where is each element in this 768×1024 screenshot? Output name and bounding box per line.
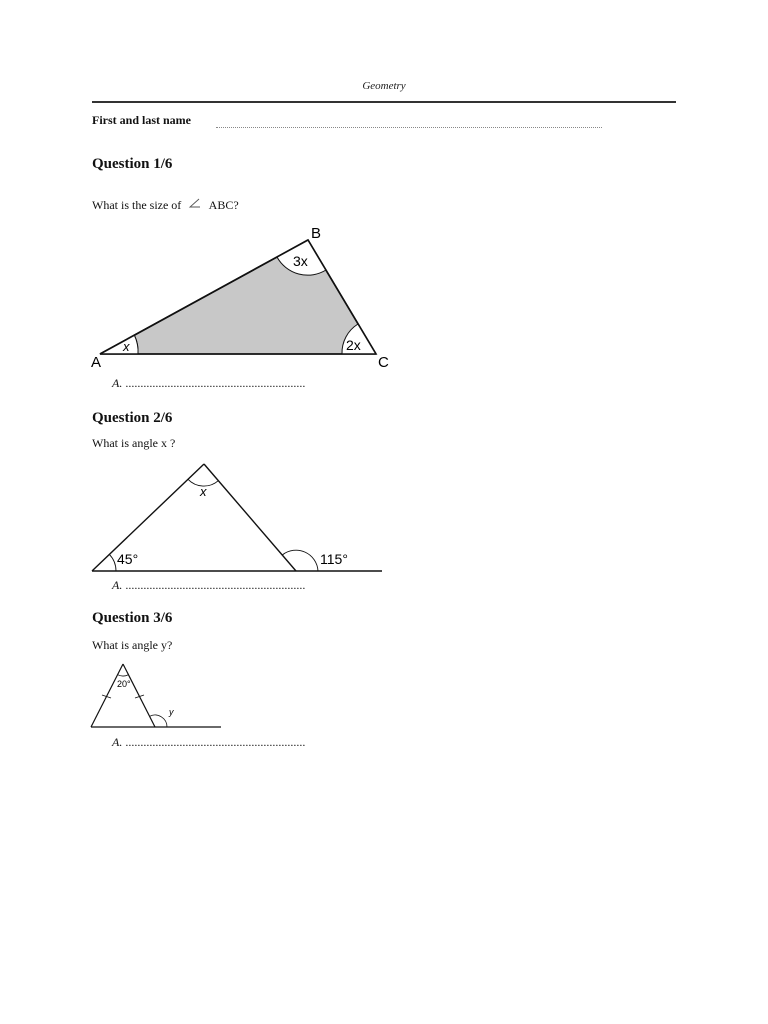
answer-line[interactable]: ............................................................ [125, 376, 306, 390]
question-3-text: What is angle y? [92, 638, 173, 652]
angle-label-c: 2x [346, 337, 361, 353]
page-header-title: Geometry [362, 80, 406, 92]
question-1-text-before: What is the size of [92, 198, 182, 212]
question-2-answer[interactable] [112, 578, 305, 593]
angle-label-115: 115° [320, 551, 348, 567]
answer-label: A. [112, 376, 123, 390]
question-1-figure [90, 224, 400, 374]
answer-line[interactable]: ............................................................ [125, 735, 306, 749]
question-3-answer[interactable] [112, 735, 305, 750]
question-1-title: Question 1/6 [92, 156, 173, 172]
vertex-label-a: A [91, 354, 102, 371]
question-2-text: What is angle x ? [92, 436, 176, 450]
answer-line[interactable]: ............................................................ [125, 578, 306, 592]
question-1-text-after: ABC? [208, 198, 239, 212]
name-field-label: First and last name [92, 113, 191, 127]
angle-arc-20 [118, 675, 129, 676]
question-3-title: Question 3/6 [92, 610, 173, 626]
vertex-label-c: C [378, 354, 389, 371]
vertex-label-b: B [311, 225, 322, 242]
angle-label-b: 3x [293, 253, 308, 269]
answer-label: A. [112, 578, 123, 592]
question-2-title: Question 2/6 [92, 410, 173, 426]
angle-label-45: 45° [117, 551, 139, 567]
angle-label-20: 20° [117, 679, 131, 689]
question-3-figure [90, 660, 224, 732]
answer-label: A. [112, 735, 123, 749]
question-1-text [92, 198, 239, 213]
name-field-line[interactable] [216, 127, 602, 128]
angle-label-y: y [169, 707, 174, 717]
angle-arc-45 [109, 554, 116, 571]
triangle-abc [100, 240, 376, 354]
angle-symbol-icon [188, 198, 202, 210]
header-divider [92, 101, 676, 103]
angle-label-x: x [200, 484, 207, 499]
angle-label-a: x [123, 339, 130, 354]
question-1-answer[interactable] [112, 376, 305, 391]
question-2-figure [90, 460, 386, 576]
